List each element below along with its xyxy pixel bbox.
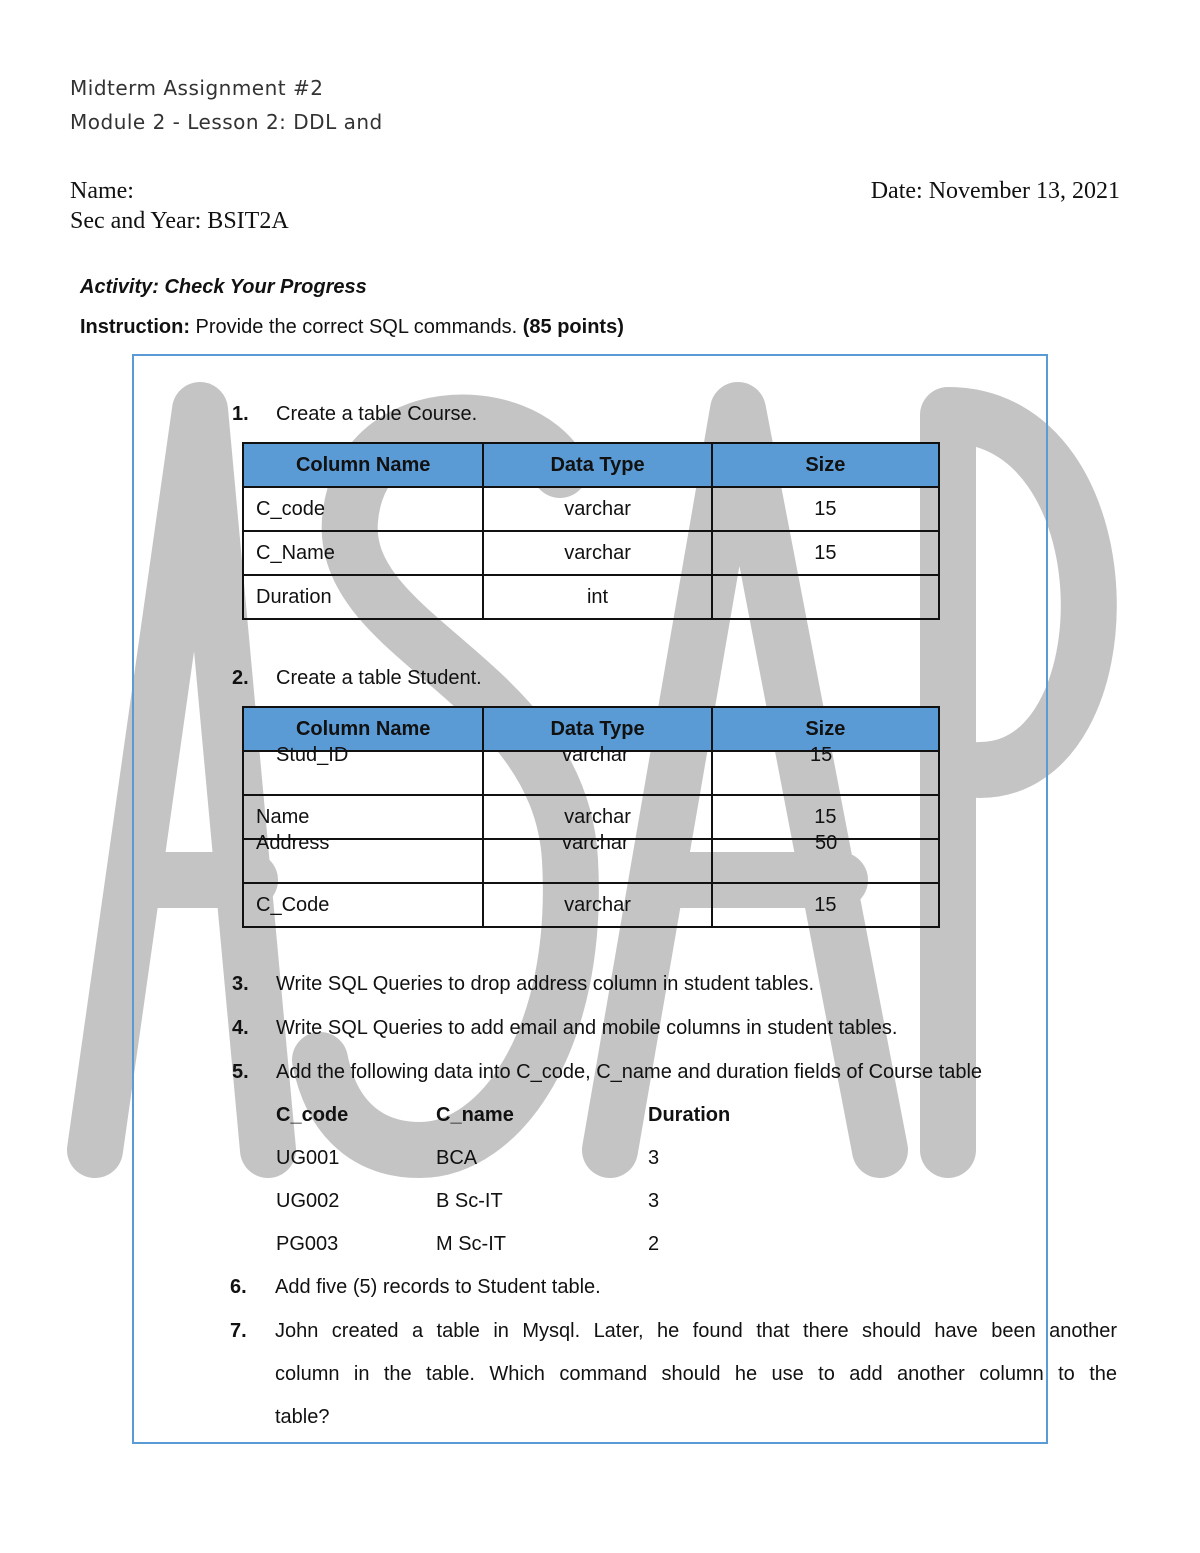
- table-cell: varchar: [483, 795, 711, 839]
- data-header-cell: C_code: [276, 1104, 349, 1126]
- date-text: Date: November 13, 2021: [870, 178, 1120, 204]
- table-cell: varchar: [483, 883, 711, 927]
- course-table: [242, 442, 940, 620]
- table-cell: Duration: [243, 575, 483, 619]
- question-text: Create a table Student.: [276, 667, 482, 689]
- table-cell: varchar: [483, 487, 711, 531]
- question-number: 3.: [232, 973, 249, 995]
- question-text: Write SQL Queries to drop address column in student tables.: [276, 973, 815, 995]
- question-text: Add five (5) records to Student table.: [275, 1276, 601, 1298]
- instruction-points: (85 points): [522, 316, 624, 338]
- sec-year-text: Sec and Year: BSIT2A: [70, 208, 289, 234]
- question-text: Create a table Course.: [276, 403, 478, 425]
- question-number: 4.: [232, 1017, 249, 1039]
- data-header-cell: Duration: [648, 1104, 731, 1126]
- table-header-cell: Data Type: [483, 707, 711, 751]
- table-header-cell: Size: [712, 443, 939, 487]
- overlay-cell-name: Stud_ID: [276, 744, 349, 766]
- overlay-cell-type: varchar: [562, 832, 629, 854]
- table-row: [243, 531, 939, 575]
- activity-title: Activity: Check Your Progress: [80, 276, 367, 298]
- data-cell: B Sc-IT: [436, 1190, 503, 1212]
- data-header-cell: C_name: [436, 1104, 514, 1126]
- table-cell: C_Code: [243, 883, 483, 927]
- question-number: 1.: [232, 403, 249, 425]
- instruction-line: [80, 316, 624, 339]
- table-cell: int: [483, 575, 711, 619]
- table-cell: [712, 575, 939, 619]
- question-number: 6.: [230, 1276, 247, 1298]
- question-text-line: column in the table. Which command should he use to add another column to the: [275, 1363, 1117, 1385]
- data-cell: 3: [648, 1147, 660, 1169]
- question-text: Add the following data into C_code, C_name and duration fields of Course table: [276, 1061, 983, 1083]
- data-cell: UG002: [276, 1190, 340, 1212]
- watermark-letter-p: [948, 415, 1089, 1150]
- overlay-cell-size: 15: [810, 744, 833, 766]
- overlay-cell-size: 50: [815, 832, 838, 854]
- table-row: [243, 883, 939, 927]
- question-number: 7.: [230, 1320, 247, 1342]
- table-cell: 15: [712, 883, 939, 927]
- table-header-row: [243, 443, 939, 487]
- instruction-text: Provide the correct SQL commands.: [190, 316, 523, 338]
- question-text-line: John created a table in Mysql. Later, he found that there should have been another: [275, 1320, 1117, 1342]
- table-cell: 15: [712, 487, 939, 531]
- question-text-line: table?: [275, 1406, 330, 1428]
- table-cell: 15: [712, 795, 939, 839]
- table-header-cell: Data Type: [483, 443, 711, 487]
- assignment-title: Midterm Assignment #2: [70, 76, 324, 100]
- table-row: [243, 575, 939, 619]
- overlay-cell-name: Address: [256, 832, 330, 854]
- question-text: Write SQL Queries to add email and mobile columns in student tables.: [276, 1017, 898, 1039]
- overlay-cell-type: varchar: [562, 744, 629, 766]
- data-cell: PG003: [276, 1233, 339, 1255]
- data-cell: BCA: [436, 1147, 478, 1169]
- table-header-cell: Column Name: [243, 707, 483, 751]
- name-label: Name:: [70, 178, 134, 204]
- table-cell: C_code: [243, 487, 483, 531]
- question-number: 2.: [232, 667, 249, 689]
- table-cell: 15: [712, 531, 939, 575]
- data-cell: UG001: [276, 1147, 340, 1169]
- table-cell: Name: [243, 795, 483, 839]
- instruction-label: Instruction:: [80, 316, 190, 338]
- table-cell: varchar: [483, 531, 711, 575]
- table-row: [243, 487, 939, 531]
- question-number: 5.: [232, 1061, 249, 1083]
- data-cell: M Sc-IT: [436, 1233, 506, 1255]
- table-cell: C_Name: [243, 531, 483, 575]
- table-header-cell: Column Name: [243, 443, 483, 487]
- data-cell: 2: [648, 1233, 660, 1255]
- module-title: Module 2 - Lesson 2: DDL and: [70, 110, 383, 134]
- student-table: [242, 706, 940, 928]
- table-header-cell: Size: [712, 707, 939, 751]
- data-cell: 3: [648, 1190, 660, 1212]
